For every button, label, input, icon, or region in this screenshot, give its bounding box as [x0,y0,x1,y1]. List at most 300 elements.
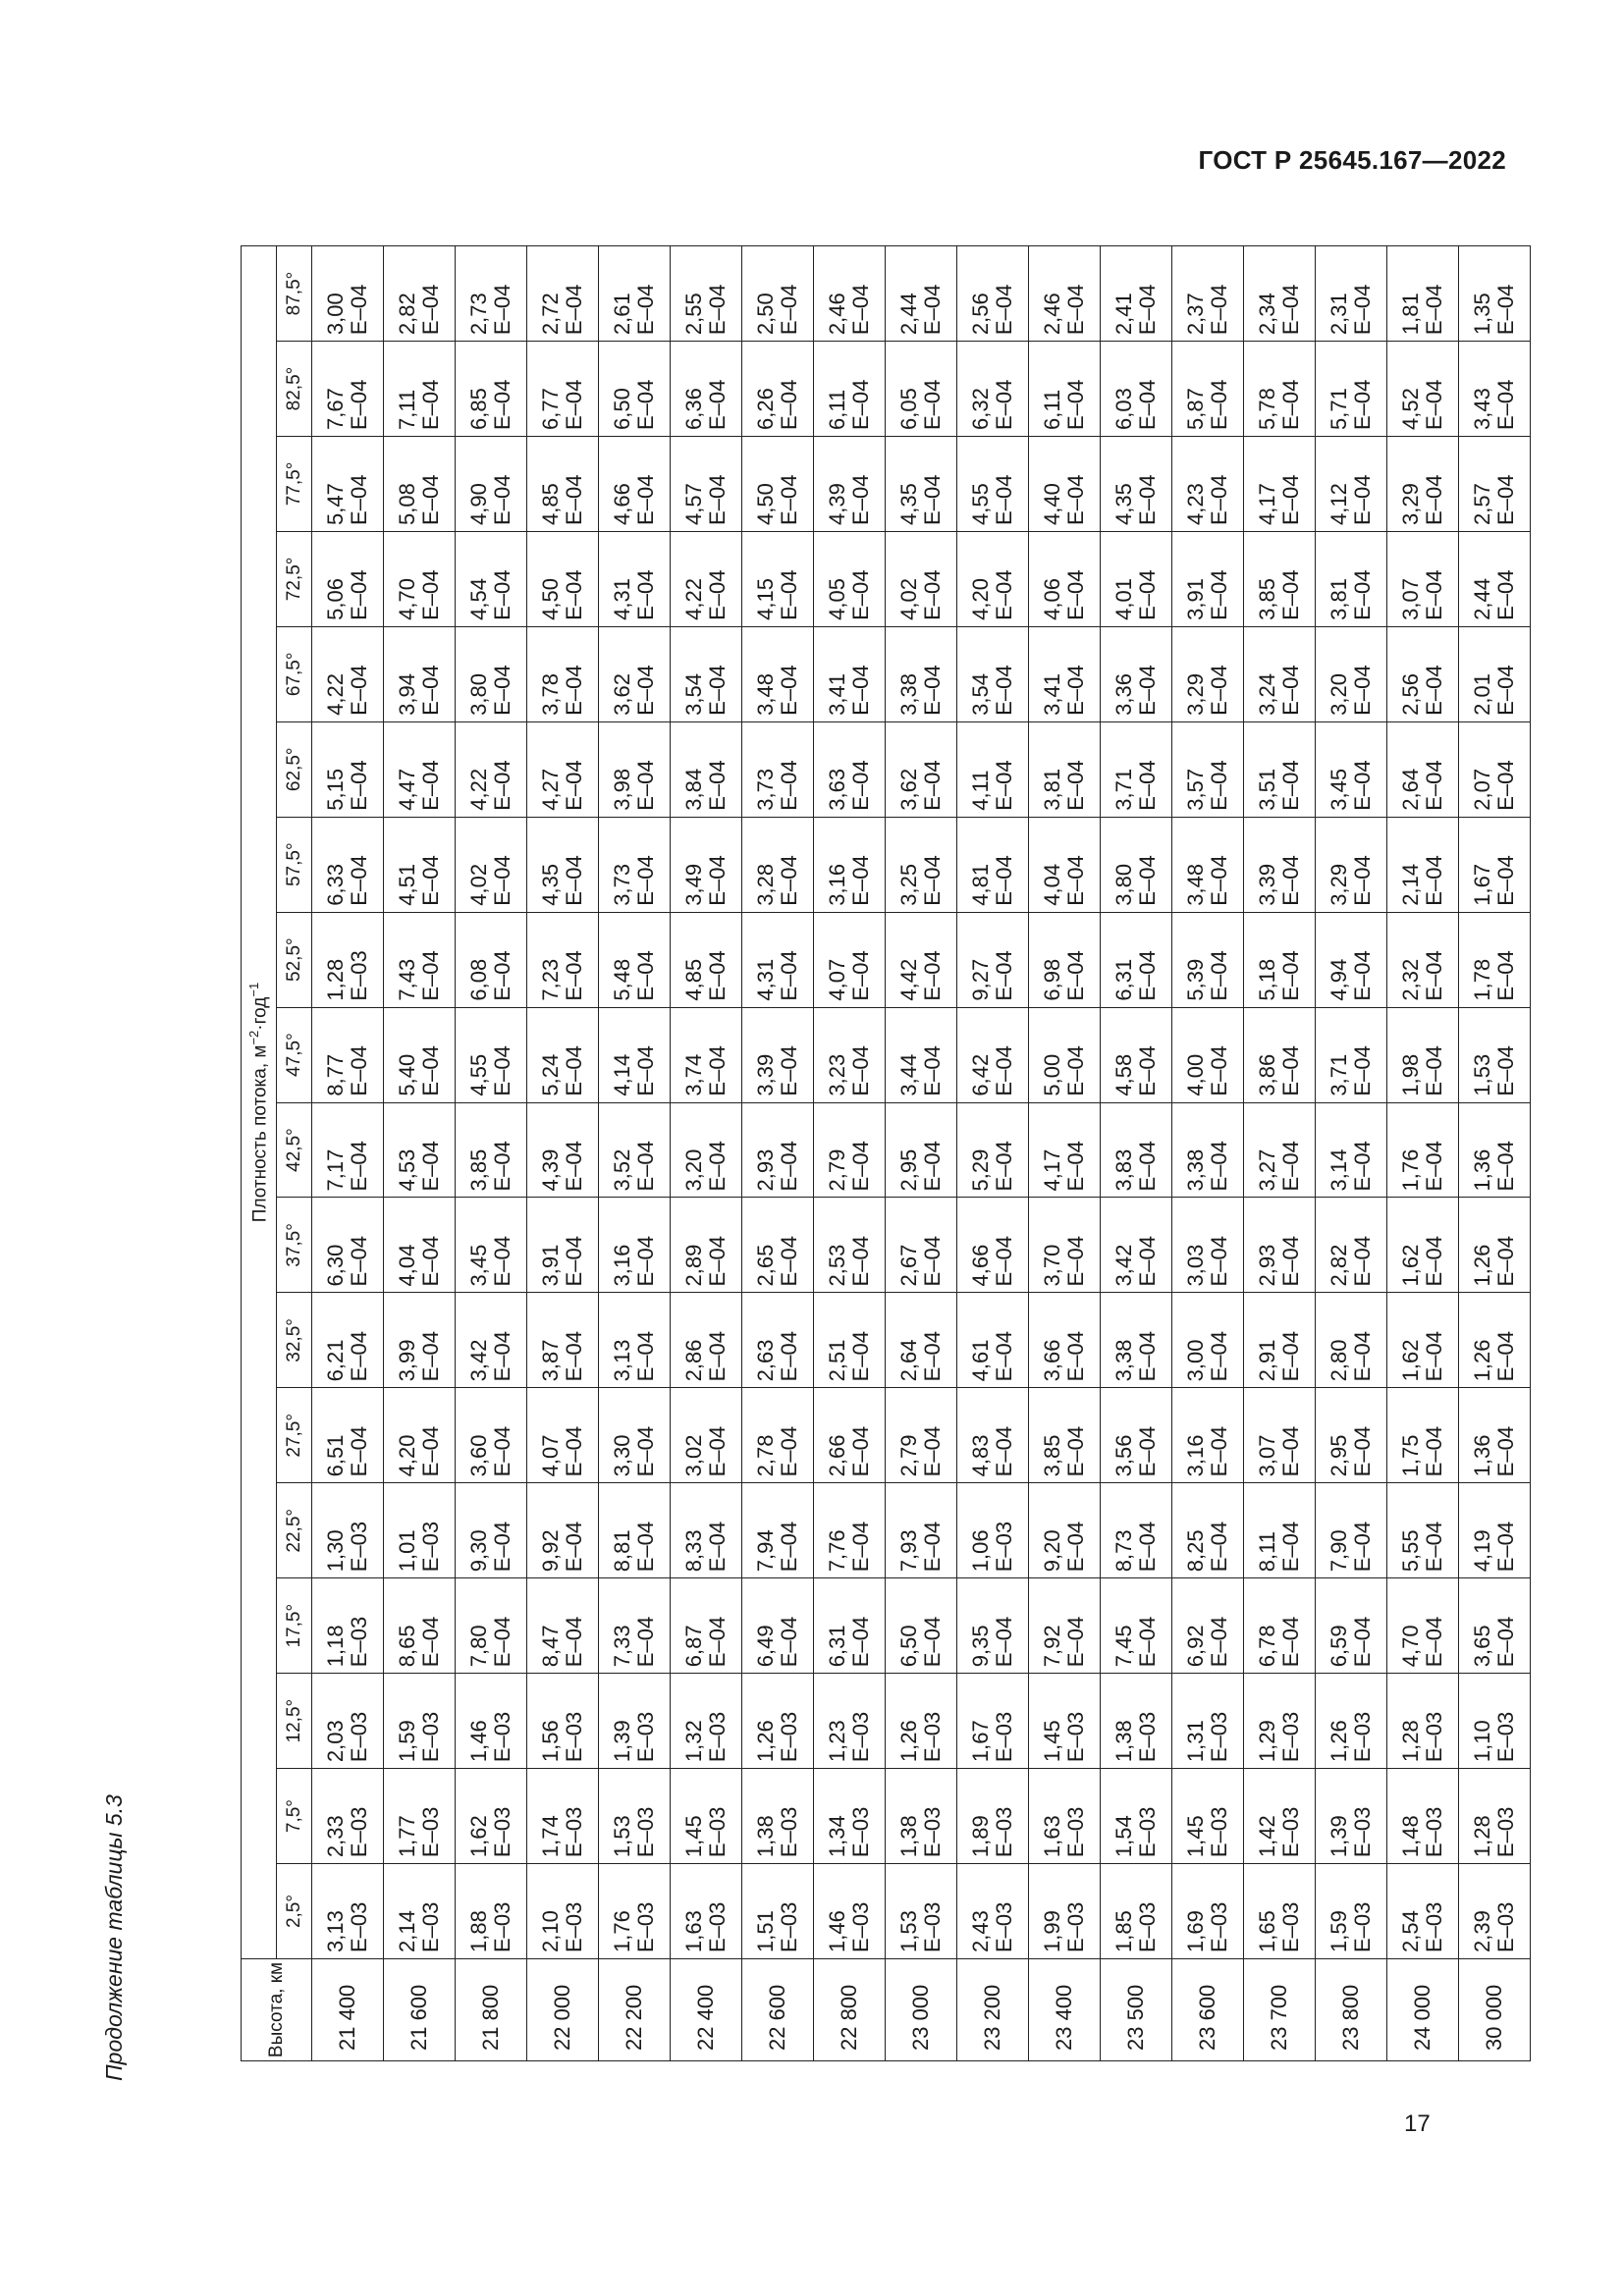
flux-exponent: E–04 [848,665,873,716]
flux-mantissa: 2,39 [1470,1910,1494,1952]
flux-cell [1459,1198,1531,1293]
flux-exponent: E–04 [347,1141,371,1192]
flux-mantissa: 2,82 [1326,1244,1351,1287]
flux-cell [1387,1198,1459,1293]
flux-exponent: E–04 [562,569,586,620]
flux-exponent: E–04 [1207,665,1231,716]
flux-cell [671,437,742,532]
flux-exponent: E–04 [562,1141,586,1192]
flux-mantissa: 5,71 [1326,388,1351,430]
flux-mantissa: 2,01 [1470,672,1494,716]
flux-mantissa: 4,02 [466,863,491,906]
table-row [1172,246,1244,2061]
flux-mantissa: 1,42 [1255,1815,1279,1858]
flux-cell [671,1198,742,1293]
flux-exponent: E–04 [777,1236,801,1287]
flux-mantissa: 1,45 [681,1815,706,1858]
flux-exponent: E–04 [848,379,873,430]
flux-exponent: E–04 [347,855,371,906]
flux-mantissa: 3,80 [466,672,491,716]
flux-exponent: E–04 [1063,950,1088,1001]
flux-cell [1172,246,1244,342]
flux-cell [527,626,599,721]
flux-cell [1101,721,1172,817]
flux-mantissa: 7,23 [538,958,563,1001]
flux-mantissa: 4,22 [466,768,491,811]
altitude-cell: 30 000 [1459,1959,1531,2061]
flux-mantissa: 7,43 [395,958,419,1001]
flux-mantissa: 3,73 [610,863,634,906]
flux-exponent: E–04 [920,1330,945,1382]
flux-mantissa: 4,04 [395,1244,419,1287]
flux-mantissa: 1,69 [1183,1910,1208,1952]
flux-cell [1029,531,1101,626]
flux-exponent: E–04 [777,1141,801,1192]
flux-exponent: E–04 [705,855,730,906]
flux-cell [312,531,384,626]
angle-header: 12,5° [277,1674,312,1769]
flux-cell [384,1388,456,1483]
flux-mantissa: 3,71 [1326,1053,1351,1096]
flux-mantissa: 2,14 [395,1910,419,1952]
flux-cell [1244,246,1316,342]
flux-exponent: E–04 [777,379,801,430]
flux-mantissa: 6,92 [1183,1625,1208,1668]
flux-cell [1244,721,1316,817]
flux-mantissa: 5,48 [610,958,634,1001]
flux-exponent: E–04 [1350,569,1375,620]
flux-cell [742,1483,814,1578]
flux-cell [1172,1388,1244,1483]
flux-cell [957,1483,1029,1578]
flux-cell [1029,246,1101,342]
angle-header: 87,5° [277,246,312,342]
flux-mantissa: 4,85 [681,958,706,1001]
flux-mantissa: 6,33 [323,863,348,906]
flux-exponent: E–04 [1493,379,1518,430]
flux-mantissa: 3,94 [395,672,419,716]
flux-exponent: E–04 [777,1616,801,1668]
flux-exponent: E–04 [1350,665,1375,716]
flux-cell [957,246,1029,342]
angle-header: 52,5° [277,912,312,1007]
flux-cell [1244,342,1316,437]
flux-exponent: E–04 [1422,474,1446,525]
flux-mantissa: 3,29 [1326,863,1351,906]
flux-exponent: E–03 [992,1901,1016,1952]
flux-cell [742,531,814,626]
flux-mantissa: 2,07 [1470,768,1494,811]
flux-cell [1387,626,1459,721]
flux-cell [1459,437,1531,532]
flux-mantissa: 3,20 [681,1148,706,1192]
flux-mantissa: 4,54 [466,578,491,620]
flux-exponent: E–04 [562,1045,586,1096]
altitude-cell: 22 000 [527,1959,599,2061]
flux-exponent: E–04 [920,1521,945,1573]
flux-exponent: E–04 [705,474,730,525]
flux-exponent: E–03 [562,1711,586,1763]
table-row [312,246,384,2061]
flux-mantissa: 3,78 [538,672,563,716]
flux-cell [312,1864,384,1959]
flux-cell [1316,721,1387,817]
flux-cell [742,1864,814,1959]
flux-cell [957,342,1029,437]
flux-mantissa: 5,00 [1040,1053,1064,1096]
flux-exponent: E–03 [1422,1806,1446,1858]
flux-cell [1172,342,1244,437]
flux-exponent: E–03 [633,1711,658,1763]
flux-mantissa: 4,22 [681,578,706,620]
table-row [1387,246,1459,2061]
flux-exponent: E–04 [1350,950,1375,1001]
flux-cell [1244,1007,1316,1102]
flux-cell [456,246,527,342]
flux-exponent: E–04 [1350,760,1375,811]
flux-cell [1029,912,1101,1007]
flux-cell [886,1007,957,1102]
flux-exponent: E–04 [1063,1330,1088,1382]
flux-exponent: E–04 [992,1236,1016,1287]
flux-exponent: E–04 [1207,1330,1231,1382]
flux-exponent: E–03 [1207,1711,1231,1763]
flux-cell [599,1007,671,1102]
flux-exponent: E–04 [347,1425,371,1477]
flux-cell [527,1674,599,1769]
flux-mantissa: 3,63 [825,768,849,811]
flux-exponent: E–04 [347,760,371,811]
flux-mantissa: 3,43 [1470,388,1494,430]
flux-exponent: E–03 [1063,1806,1088,1858]
flux-mantissa: 3,73 [753,768,778,811]
flux-mantissa: 4,70 [395,578,419,620]
altitude-cell: 22 600 [742,1959,814,2061]
flux-cell [1101,912,1172,1007]
flux-cell [1101,342,1172,437]
flux-mantissa: 1,62 [466,1815,491,1858]
flux-mantissa: 8,11 [1255,1531,1279,1573]
flux-exponent: E–04 [992,1045,1016,1096]
flux-mantissa: 3,80 [1111,863,1136,906]
flux-exponent: E–04 [490,950,514,1001]
flux-exponent: E–03 [1135,1806,1160,1858]
flux-cell [671,817,742,912]
flux-mantissa: 4,04 [1040,863,1064,906]
flux-exponent: E–04 [848,1236,873,1287]
flux-mantissa: 1,63 [681,1910,706,1952]
flux-exponent: E–04 [633,855,658,906]
flux-mantissa: 4,40 [1040,483,1064,525]
flux-cell [1029,626,1101,721]
flux-cell [886,1198,957,1293]
flux-cell [599,1578,671,1674]
flux-mantissa: 1,10 [1470,1720,1494,1763]
flux-mantissa: 1,26 [1470,1339,1494,1382]
flux-mantissa: 6,98 [1040,958,1064,1001]
flux-cell [814,1769,886,1864]
flux-exponent: E–04 [1493,1521,1518,1573]
flux-exponent: E–03 [418,1711,443,1763]
flux-mantissa: 3,38 [1183,1148,1208,1192]
flux-cell [1029,721,1101,817]
table-row [1316,246,1387,2061]
table-row [957,246,1029,2061]
flux-exponent: E–04 [1063,1521,1088,1573]
flux-mantissa: 4,39 [538,1148,563,1192]
flux-mantissa: 3,85 [466,1148,491,1192]
altitude-cell: 22 800 [814,1959,886,2061]
flux-cell [1172,1483,1244,1578]
flux-exponent: E–04 [1422,284,1446,336]
flux-cell [312,1198,384,1293]
flux-mantissa: 1,26 [1470,1244,1494,1287]
flux-exponent: E–04 [1278,760,1303,811]
flux-mantissa: 4,58 [1111,1053,1136,1096]
flux-mantissa: 1,76 [1398,1148,1423,1192]
flux-mantissa: 6,78 [1255,1625,1279,1668]
flux-mantissa: 3,81 [1326,578,1351,620]
flux-mantissa: 1,54 [1111,1815,1136,1858]
flux-cell [1316,437,1387,532]
flux-cell [1172,626,1244,721]
flux-exponent: E–04 [1207,1141,1231,1192]
flux-mantissa: 3,36 [1111,672,1136,716]
flux-mantissa: 3,29 [1183,672,1208,716]
flux-exponent: E–04 [1422,1045,1446,1096]
flux-exponent: E–04 [562,1521,586,1573]
flux-mantissa: 2,73 [466,293,491,336]
flux-cell [1459,1293,1531,1388]
flux-exponent: E–04 [1422,1141,1446,1192]
flux-cell [312,1102,384,1198]
flux-exponent: E–03 [1207,1806,1231,1858]
flux-exponent: E–04 [1422,379,1446,430]
flux-cell [886,817,957,912]
flux-exponent: E–03 [777,1806,801,1858]
flux-cell [599,721,671,817]
flux-mantissa: 4,52 [1398,388,1423,430]
flux-cell [384,1102,456,1198]
flux-mantissa: 7,93 [896,1529,921,1573]
altitude-cell: 23 200 [957,1959,1029,2061]
flux-exponent: E–04 [1135,855,1160,906]
flux-exponent: E–04 [920,284,945,336]
flux-exponent: E–03 [490,1806,514,1858]
altitude-cell: 21 600 [384,1959,456,2061]
flux-exponent: E–04 [490,855,514,906]
flux-exponent: E–04 [1207,855,1231,906]
flux-mantissa: 6,08 [466,958,491,1001]
flux-cell [957,1198,1029,1293]
flux-exponent: E–04 [777,665,801,716]
table-row [527,246,599,2061]
flux-exponent: E–04 [633,950,658,1001]
flux-exponent: E–04 [1207,760,1231,811]
flux-cell [886,1102,957,1198]
flux-cell [1029,1483,1101,1578]
flux-cell [1387,1293,1459,1388]
flux-mantissa: 8,73 [1111,1529,1136,1573]
flux-cell [742,246,814,342]
flux-mantissa: 3,14 [1326,1148,1351,1192]
flux-cell [527,1198,599,1293]
flux-mantissa: 1,75 [1398,1434,1423,1477]
flux-mantissa: 2,32 [1398,958,1423,1001]
flux-mantissa: 2,79 [825,1148,849,1192]
flux-exponent: E–04 [418,665,443,716]
flux-header-main: Плотность потока, м [249,1044,271,1223]
flux-mantissa: 2,41 [1111,293,1136,336]
flux-cell [742,1007,814,1102]
flux-mantissa: 1,63 [1040,1815,1064,1858]
flux-mantissa: 4,35 [538,863,563,906]
flux-cell [456,1102,527,1198]
angle-header: 72,5° [277,531,312,626]
flux-cell [312,626,384,721]
flux-cell [671,1293,742,1388]
flux-mantissa: 2,95 [1326,1434,1351,1477]
flux-mantissa: 1,59 [1326,1910,1351,1952]
flux-exponent: E–04 [633,665,658,716]
flux-exponent: E–04 [1493,474,1518,525]
flux-mantissa: 3,74 [681,1053,706,1096]
flux-exponent: E–04 [1207,284,1231,336]
flux-mantissa: 4,20 [395,1434,419,1477]
flux-mantissa: 3,85 [1040,1434,1064,1477]
flux-exponent: E–04 [1135,569,1160,620]
flux-exponent: E–04 [1207,950,1231,1001]
flux-exponent: E–04 [1135,1330,1160,1382]
flux-exponent: E–04 [705,569,730,620]
flux-cell [1459,1578,1531,1674]
flux-exponent: E–03 [418,1521,443,1573]
flux-cell [1316,1388,1387,1483]
flux-mantissa: 2,86 [681,1339,706,1382]
flux-mantissa: 2,78 [753,1434,778,1477]
flux-exponent: E–04 [920,1425,945,1477]
flux-exponent: E–04 [633,1521,658,1573]
flux-exponent: E–04 [777,1045,801,1096]
flux-cell [384,912,456,1007]
table-row [1101,246,1172,2061]
flux-exponent: E–03 [347,1711,371,1763]
flux-mantissa: 1,62 [1398,1339,1423,1382]
flux-cell [886,1674,957,1769]
flux-mantissa: 8,25 [1183,1529,1208,1573]
flux-exponent: E–04 [920,1616,945,1668]
flux-cell [599,1198,671,1293]
flux-cell [599,912,671,1007]
flux-mantissa: 3,42 [466,1339,491,1382]
flux-mantissa: 3,65 [1470,1625,1494,1668]
flux-exponent: E–04 [1350,1521,1375,1573]
flux-cell [671,531,742,626]
flux-exponent: E–04 [418,1045,443,1096]
flux-cell [1101,1102,1172,1198]
flux-exponent: E–03 [920,1711,945,1763]
flux-mantissa: 2,37 [1183,293,1208,336]
flux-cell [1459,1769,1531,1864]
flux-exponent: E–04 [848,950,873,1001]
flux-cell [1387,817,1459,912]
flux-mantissa: 1,26 [896,1720,921,1763]
flux-exponent: E–04 [1135,1045,1160,1096]
flux-cell [599,817,671,912]
flux-mantissa: 4,57 [681,483,706,525]
flux-mantissa: 2,10 [538,1910,563,1952]
flux-exponent: E–04 [1493,950,1518,1001]
flux-exponent: E–04 [633,1616,658,1668]
flux-mantissa: 2,31 [1326,293,1351,336]
flux-exponent: E–04 [920,379,945,430]
flux-cell [384,626,456,721]
flux-exponent: E–04 [848,1616,873,1668]
flux-mantissa: 1,65 [1255,1910,1279,1952]
flux-mantissa: 1,38 [896,1815,921,1858]
flux-exponent: E–03 [347,950,371,1001]
flux-mantissa: 4,17 [1040,1148,1064,1192]
flux-mantissa: 3,60 [466,1434,491,1477]
flux-cell [742,1293,814,1388]
flux-mantissa: 6,49 [753,1625,778,1668]
flux-exponent: E–03 [777,1711,801,1763]
flux-mantissa: 1,53 [896,1910,921,1952]
flux-exponent: E–04 [705,1425,730,1477]
flux-mantissa: 2,72 [538,293,563,336]
flux-mantissa: 1,38 [1111,1720,1136,1763]
table-row [599,246,671,2061]
flux-exponent: E–04 [1422,760,1446,811]
flux-exponent: E–04 [1422,1236,1446,1287]
flux-header-exp2: −1 [245,982,261,997]
flux-cell [312,1007,384,1102]
flux-mantissa: 3,42 [1111,1244,1136,1287]
angle-header: 47,5° [277,1007,312,1102]
flux-exponent: E–04 [633,569,658,620]
flux-cell [456,817,527,912]
flux-exponent: E–04 [1493,760,1518,811]
flux-cell [957,1293,1029,1388]
flux-exponent: E–04 [992,474,1016,525]
altitude-cell: 24 000 [1387,1959,1459,2061]
table-caption: Продолжение таблицы 5.3 [101,1794,127,2081]
flux-cell [886,1293,957,1388]
flux-cell [1029,437,1101,532]
flux-mantissa: 9,92 [538,1529,563,1573]
flux-mantissa: 1,31 [1183,1720,1208,1763]
flux-cell [312,246,384,342]
flux-mantissa: 3,66 [1040,1339,1064,1382]
flux-mantissa: 1,46 [825,1910,849,1952]
flux-cell [1101,626,1172,721]
flux-mantissa: 2,14 [1398,863,1423,906]
flux-mantissa: 7,94 [753,1529,778,1573]
flux-exponent: E–04 [418,284,443,336]
flux-mantissa: 3,16 [610,1244,634,1287]
flux-exponent: E–04 [1207,379,1231,430]
flux-cell [671,1483,742,1578]
flux-exponent: E–04 [347,1330,371,1382]
flux-mantissa: 4,35 [896,483,921,525]
flux-cell [671,721,742,817]
flux-cell [599,531,671,626]
flux-exponent: E–04 [562,1236,586,1287]
flux-exponent: E–04 [347,474,371,525]
flux-exponent: E–04 [490,474,514,525]
flux-cell [384,1769,456,1864]
flux-cell [742,1388,814,1483]
